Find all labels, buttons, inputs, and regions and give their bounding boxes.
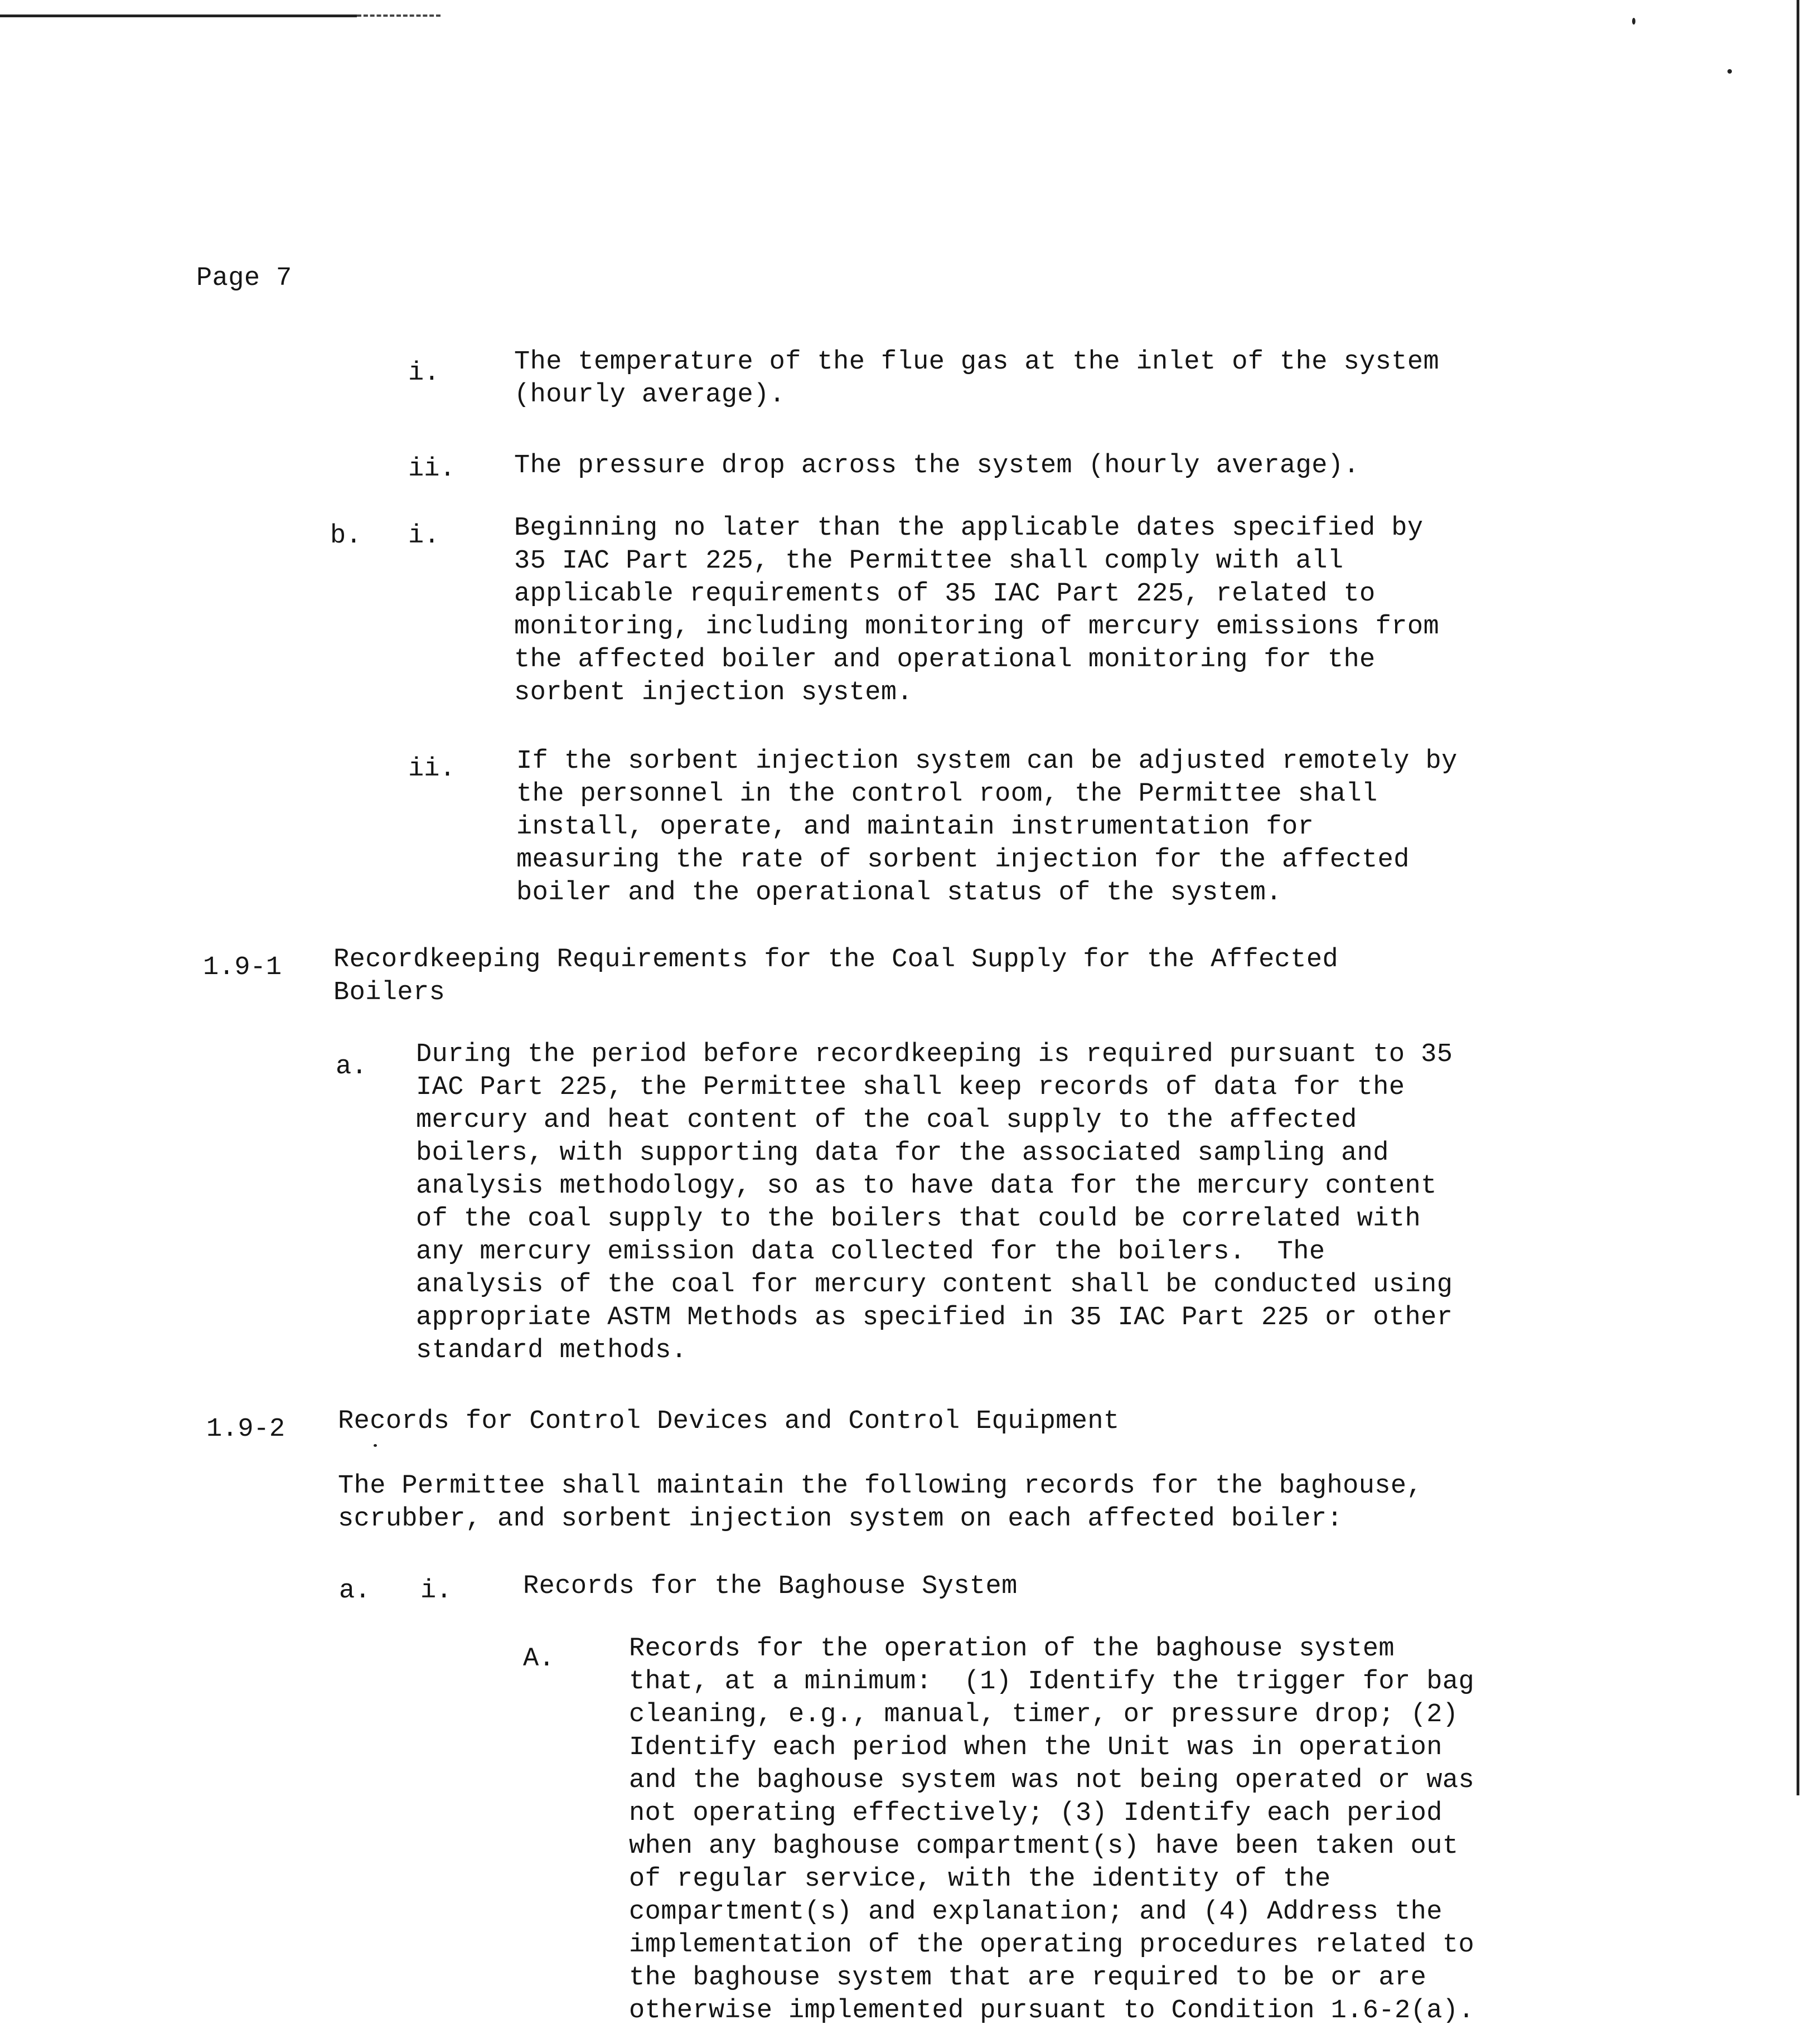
item-text: The temperature of the flue gas at the inlet of the system (hourly average). xyxy=(514,347,1440,410)
scan-speck xyxy=(1632,18,1635,25)
section-number: 1.9-2 xyxy=(206,1415,285,1444)
section-item-label: A. xyxy=(523,1644,555,1674)
section-intro: The Permittee shall maintain the following records for the baghouse, scrubber, and sorbent injection system on each affected boiler: xyxy=(338,1471,1423,1534)
scan-speck xyxy=(374,1444,377,1447)
section-number: 1.9-1 xyxy=(203,953,282,982)
item-label: i. xyxy=(408,359,440,388)
right-margin-rule xyxy=(1797,0,1799,1795)
section-sub-heading: Records for the Baghouse System xyxy=(523,1572,1018,1601)
top-rule-solid xyxy=(0,14,357,17)
section-sub-text: During the period before recordkeeping is required pursuant to 35 IAC Part 225, the Permittee shall keep records of data for the mercury and heat content of the coal supply to the affected boilers, with supporting data for the associated sampling and analysis methodology, so as to have data for the mercury content of the coal supply to the boilers that could be correlated with any mercury emission data collected for the boilers. The analysis of the coal for mercury content shall be conducted using appropriate ASTM Methods as specified in 35 IAC Part 225 or other standard methods. xyxy=(416,1040,1453,1365)
item-text: Beginning no later than the applicable dates specified by 35 IAC Part 225, the Permittee shall comply with all applicable requirements of 35 IAC Part 225, related to monitoring, including monitoring of mercury emissions from the affected boiler and operational monitoring for the sorbent injection system. xyxy=(514,514,1440,708)
section-heading: Recordkeeping Requirements for the Coal Supply for the Affected Boilers xyxy=(333,945,1339,1008)
scan-speck xyxy=(1727,69,1732,74)
section-sub-label: a. xyxy=(339,1576,371,1606)
section-sub-label: a. xyxy=(336,1052,367,1082)
top-rule-dashed xyxy=(357,14,441,17)
section-sub-roman: i. xyxy=(420,1576,452,1606)
page-number: Page 7 xyxy=(196,264,292,293)
section-heading: Records for Control Devices and Control Equipment xyxy=(338,1407,1120,1436)
item-label: i. xyxy=(408,521,440,551)
item-text: The pressure drop across the system (hourly average). xyxy=(514,451,1360,481)
section-item-text: Records for the operation of the baghouse system that, at a minimum: (1) Identify the trigger for bag cleaning, e.g., manual, timer, or pressure drop; (2) Identify each period when the Unit was in operation and the baghouse system was not being operated or was not operating effectively; (3) Identify each period when any baghouse compartment(s) have been taken out of regular service, with the identity of the compartment(s) and explanation; and (4) Address the implementation of the operating procedures related to the baghouse system that are required to be or are otherwise implemented pursuant to Condition 1.6-2(a). xyxy=(629,1634,1475,2026)
item-label: ii. xyxy=(408,754,456,784)
item-outer-label: b. xyxy=(330,521,362,551)
item-text: If the sorbent injection system can be adjusted remotely by the personnel in the control room, the Permittee shall install, operate, and maintain instrumentation for measuring the rate of sorbent injection for the affected boiler and the operational status of the system. xyxy=(516,747,1458,908)
item-label: ii. xyxy=(408,454,456,484)
